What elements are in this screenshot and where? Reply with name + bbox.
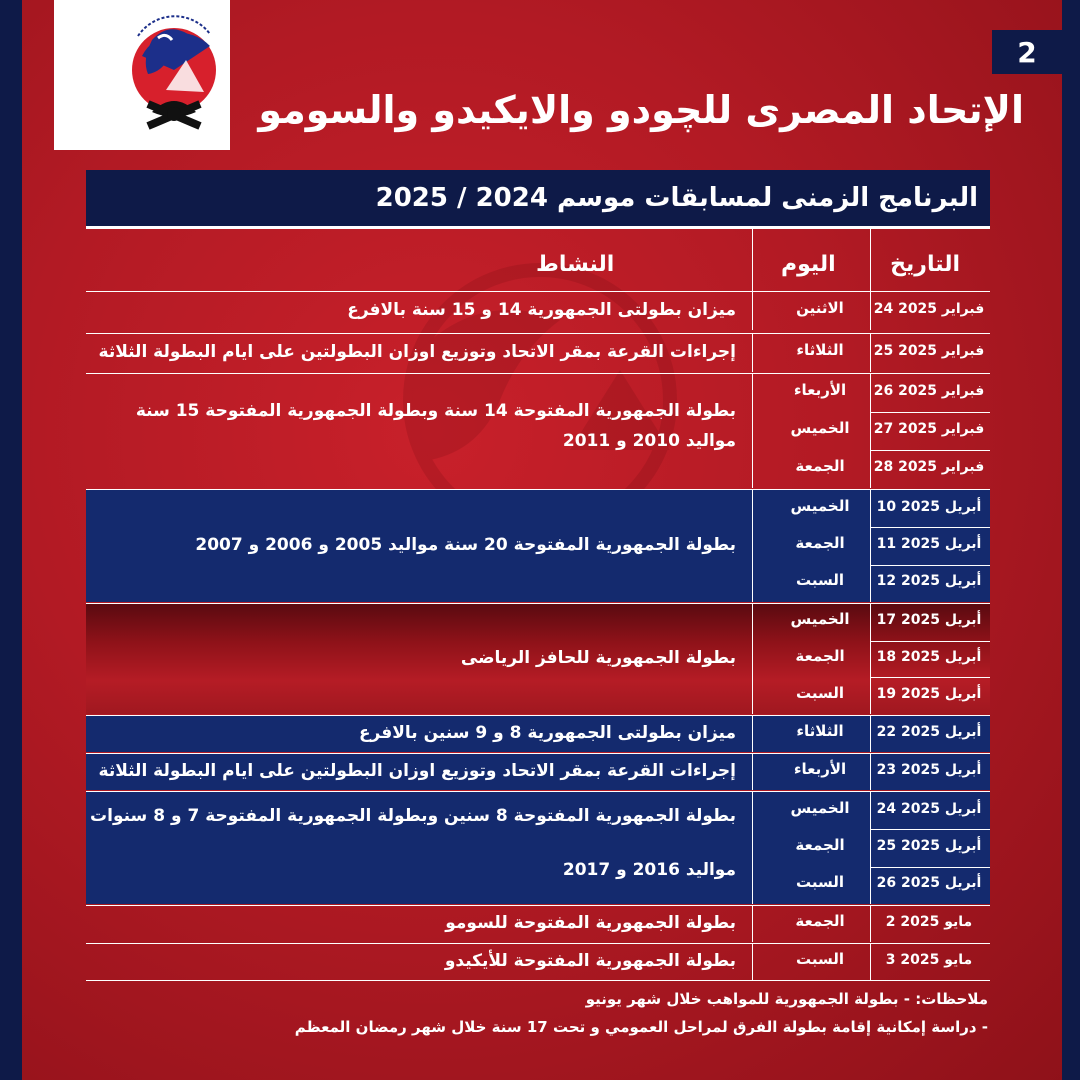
day-cell: السبت	[795, 950, 845, 968]
row-divider	[86, 753, 990, 754]
header-activity: النشاط	[536, 252, 615, 277]
date-divider	[870, 412, 990, 413]
date-cell: 24 أبريل 2025	[876, 800, 982, 817]
date-cell: 26 أبريل 2025	[876, 875, 982, 892]
day-cell: الخميس	[790, 798, 850, 817]
federation-logo	[54, 0, 230, 150]
date-cell: 27 فبراير 2025	[873, 421, 985, 437]
schedule-subtitle: البرنامج الزمنى لمسابقات موسم 2024 / 2025	[375, 183, 978, 213]
header-day: اليوم	[781, 252, 836, 277]
column-divider	[752, 716, 753, 752]
table-row	[86, 292, 990, 330]
row-divider	[86, 943, 990, 944]
day-cell: الأربعاء	[793, 381, 847, 399]
date-divider	[870, 565, 990, 566]
day-cell: السبت	[795, 873, 845, 892]
date-divider	[870, 450, 990, 451]
column-divider	[870, 226, 871, 292]
day-cell: السبت	[795, 571, 845, 590]
row-divider	[86, 791, 990, 792]
day-cell: الاثنين	[796, 299, 844, 317]
activity-text: ميزان بطولتى الجمهورية 8 و 9 سنين بالافرع	[358, 723, 736, 743]
day-cell: الجمعة	[795, 912, 845, 930]
date-divider	[870, 641, 990, 642]
row-divider	[86, 715, 990, 716]
column-divider	[752, 906, 753, 942]
subtitle-bar	[86, 170, 990, 229]
date-cell: 25 فبراير 2025	[873, 343, 985, 359]
date-cell: 11 أبريل 2025	[876, 536, 982, 552]
row-divider	[86, 980, 990, 981]
table-row	[86, 374, 990, 488]
date-cell: 3 مايو 2025	[885, 952, 973, 968]
activity-text: مواليد 2016 و 2017	[562, 860, 736, 880]
date-cell: 17 أبريل 2025	[876, 612, 982, 629]
day-cell: الجمعة	[795, 457, 845, 475]
column-divider	[752, 334, 753, 372]
date-cell: 10 أبريل 2025	[876, 498, 982, 515]
activity-text: بطولة الجمهورية المفتوحة 14 سنة وبطولة الجمهورية المفتوحة 15 سنة	[135, 401, 736, 421]
day-cell: الأربعاء	[793, 760, 847, 778]
activity-text: ميزان بطولتى الجمهورية 14 و 15 سنة بالافرع	[347, 300, 736, 320]
column-divider	[752, 754, 753, 790]
column-divider	[752, 374, 753, 488]
date-cell: 19 أبريل 2025	[876, 685, 982, 702]
table-row	[86, 334, 990, 372]
activity-text: بطولة الجمهورية المفتوحة للسومو	[445, 913, 736, 933]
row-divider	[86, 603, 990, 604]
day-cell: الخميس	[790, 496, 850, 515]
right-frame-strip	[1062, 0, 1080, 1080]
table-row	[86, 490, 990, 602]
activity-text: بطولة الجمهورية المفتوحة 20 سنة مواليد 2005 و 2006 و 2007	[195, 535, 736, 555]
date-cell: 28 فبراير 2025	[873, 459, 985, 475]
row-divider	[86, 489, 990, 490]
row-divider	[86, 373, 990, 374]
day-cell: الثلاثاء	[796, 722, 844, 740]
table-row	[86, 754, 990, 790]
row-divider	[86, 905, 990, 906]
page-title: الإتحاد المصرى للچودو والايكيدو والسومو	[258, 88, 1024, 132]
activity-text: إجراءات القرعة بمقر الاتحاد وتوزيع اوزان البطولتين على ايام البطولة الثلاثة	[98, 342, 736, 362]
date-cell: 18 أبريل 2025	[876, 649, 982, 665]
left-frame-strip	[0, 0, 22, 1080]
note-line: ملاحظات: - بطولة الجمهورية للمواهب خلال شهر يونيو	[585, 990, 988, 1008]
date-divider	[870, 867, 990, 868]
table-row	[86, 944, 990, 980]
activity-text: بطولة الجمهورية المفتوحة 8 سنين وبطولة الجمهورية المفتوحة 7 و 8 سنوات	[90, 806, 736, 826]
column-divider	[752, 944, 753, 980]
column-divider	[752, 292, 753, 330]
activity-text: مواليد 2010 و 2011	[562, 431, 736, 451]
day-cell: الخميس	[790, 610, 850, 629]
header-date: التاريخ	[890, 252, 960, 277]
date-cell: 23 أبريل 2025	[876, 762, 982, 778]
note-line: - دراسة إمكانية إقامة بطولة الفرق لمراحل العمومي و تحت 17 سنة خلال شهر رمضان المعظم	[294, 1018, 988, 1036]
date-cell: 25 أبريل 2025	[876, 838, 982, 854]
day-cell: السبت	[795, 683, 845, 702]
column-divider	[752, 792, 753, 904]
day-cell: الخميس	[790, 419, 850, 437]
date-cell: 12 أبريل 2025	[876, 573, 982, 590]
date-cell: 22 أبريل 2025	[876, 724, 982, 740]
day-cell: الثلاثاء	[796, 341, 844, 359]
row-divider	[86, 333, 990, 334]
date-cell: 24 فبراير 2025	[873, 301, 985, 317]
day-cell: الجمعة	[795, 836, 845, 854]
day-cell: الجمعة	[795, 534, 845, 552]
column-divider	[752, 604, 753, 714]
date-cell: 26 فبراير 2025	[873, 383, 985, 399]
date-divider	[870, 527, 990, 528]
date-divider	[870, 829, 990, 830]
page-number-badge: 2	[992, 30, 1062, 74]
row-divider	[86, 291, 990, 292]
date-divider	[870, 677, 990, 678]
table-row	[86, 792, 990, 904]
column-divider	[752, 226, 753, 292]
table-row	[86, 716, 990, 752]
date-cell: 2 مايو 2025	[885, 914, 973, 930]
column-divider	[752, 490, 753, 602]
activity-text: إجراءات القرعة بمقر الاتحاد وتوزيع اوزان البطولتين على ايام البطولة الثلاثة	[98, 761, 736, 781]
activity-text: بطولة الجمهورية المفتوحة للأيكيدو	[444, 951, 736, 971]
table-row	[86, 906, 990, 942]
activity-text: بطولة الجمهورية للحافز الرياضى	[460, 648, 736, 668]
table-row	[86, 604, 990, 714]
day-cell: الجمعة	[795, 647, 845, 665]
